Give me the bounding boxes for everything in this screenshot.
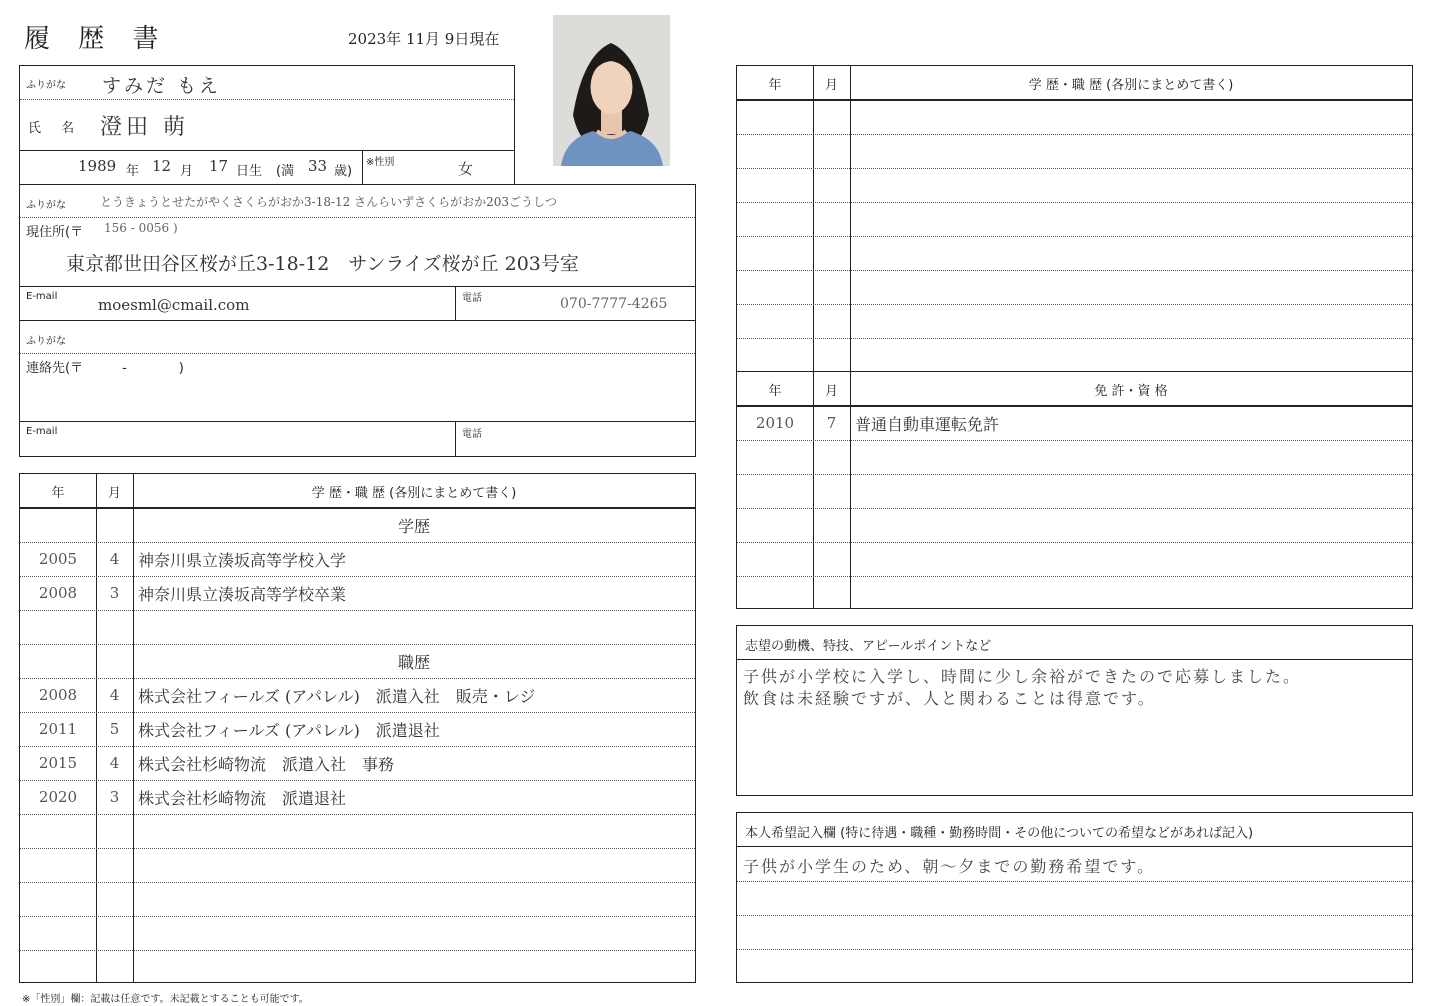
history-header-content: 学 歴・職 歴 (各別にまとめて書く)	[311, 485, 517, 501]
phone-value: 070-7777-4265	[560, 296, 668, 312]
license-row-month	[813, 508, 850, 542]
birth-day-label: 日生	[236, 164, 263, 179]
history-row-year	[20, 916, 96, 950]
license-row-month	[813, 576, 850, 610]
history-row-text	[133, 610, 695, 644]
license-row-text: 普通自動車運転免許	[855, 414, 1000, 434]
sex-label: ※性別	[366, 157, 395, 168]
history-row-month	[96, 950, 133, 984]
name-furigana: すみだ もえ	[102, 75, 222, 97]
contact-phone-label: 電話	[462, 429, 482, 440]
license-row-text	[850, 542, 1412, 576]
license-row-year	[737, 542, 813, 576]
license-row-month	[813, 474, 850, 508]
history-row-year: 2015	[38, 754, 78, 772]
license-row-text	[850, 508, 1412, 542]
history-header-month: 月	[107, 485, 121, 501]
footnote: ※「性別」欄：記載は任意です。未記載とすることも可能です。	[22, 994, 309, 1005]
motivation-label: 志望の動機、特技、アピールポイントなど	[745, 639, 992, 654]
history-row-month	[96, 644, 133, 678]
contact-email-label: E-mail	[26, 426, 58, 437]
contact-label: 連絡先(〒 - )	[26, 361, 184, 376]
history-row-month	[96, 610, 133, 644]
birth-month-label: 月	[180, 164, 194, 179]
wishes-label: 本人希望記入欄 (特に待遇・職種・勤務時間・その他についての希望などがあれば記入)	[745, 826, 1254, 841]
history-row-month	[96, 848, 133, 882]
license-row-year	[737, 440, 813, 474]
history-row-year: 2020	[38, 788, 78, 806]
history-row-text: 職歴	[397, 652, 430, 672]
age-open: (満	[276, 164, 295, 179]
history-row-year	[20, 508, 96, 542]
history-row-year: 2008	[38, 584, 78, 602]
address-box	[19, 184, 696, 457]
address-furigana: とうきょうとせたがやくさくらがおか3-18-12 さんらいずさくらがおか203ごうしつ	[100, 195, 558, 209]
history-row-month: 5	[109, 720, 120, 738]
history-row-month	[96, 916, 133, 950]
birth-year-label: 年	[126, 164, 140, 179]
history-row-month: 3	[109, 788, 120, 806]
history-row-year	[20, 644, 96, 678]
phone-label: 電話	[462, 293, 482, 304]
history-row-year	[20, 882, 96, 916]
history-row-year: 2005	[38, 550, 78, 568]
history-header-year: 年	[51, 485, 65, 501]
history-table-right	[736, 65, 1413, 609]
history-row-month: 4	[109, 550, 120, 568]
birth-year: 1989	[78, 157, 117, 175]
motivation-line-2: 飲食は未経験ですが、人と関わることは得意です。	[743, 689, 1156, 708]
license-row-text	[850, 440, 1412, 474]
license-header-month: 月	[824, 383, 838, 399]
history-row-text	[133, 916, 695, 950]
history-row-month: 4	[109, 754, 120, 772]
contact-furigana-label: ふりがな	[26, 336, 66, 347]
history-row-text: 株式会社杉崎物流 派遣退社	[138, 788, 347, 808]
history-row-month	[96, 814, 133, 848]
history-row-text: 株式会社フィールズ (アパレル) 派遣退社	[138, 720, 440, 740]
email-label: E-mail	[26, 291, 58, 302]
full-name: 澄田 萌	[100, 115, 189, 140]
address-label: 現住所(〒	[26, 225, 84, 240]
birth-month: 12	[152, 157, 172, 175]
motivation-box	[736, 625, 1413, 796]
license-row-year	[737, 474, 813, 508]
history-row-year	[20, 848, 96, 882]
postal-code: 156 - 0056 )	[104, 221, 178, 235]
history-row-text	[133, 814, 695, 848]
wishes-box	[736, 812, 1413, 983]
history-row-year: 2011	[38, 720, 78, 738]
page-title: 履 歴 書	[24, 24, 169, 54]
birth-day: 17	[209, 157, 229, 175]
address-value: 東京都世田谷区桜が丘3-18-12 サンライズ桜が丘 203号室	[66, 253, 579, 275]
history-row-month: 3	[109, 584, 120, 602]
name-label: 氏 名	[28, 121, 83, 136]
date-current: 2023年 11月 9日現在	[348, 30, 500, 48]
age: 33	[308, 157, 328, 175]
address-furigana-label: ふりがな	[26, 200, 66, 211]
license-row-year	[737, 576, 813, 610]
history-row-text: 株式会社フィールズ (アパレル) 派遣入社 販売・レジ	[138, 686, 536, 706]
history-row-text	[133, 950, 695, 984]
email-value: moesml@cmail.com	[98, 296, 250, 314]
license-row-text	[850, 576, 1412, 610]
license-header-year: 年	[768, 383, 782, 399]
license-row-month	[813, 440, 850, 474]
history-row-text: 神奈川県立湊坂高等学校入学	[138, 550, 347, 570]
history-row-year	[20, 610, 96, 644]
license-row-month: 7	[826, 414, 837, 432]
license-row-text	[850, 474, 1412, 508]
history-row-text: 神奈川県立湊坂高等学校卒業	[138, 584, 347, 604]
history2-header-year: 年	[768, 77, 782, 93]
history-table-left	[19, 473, 696, 983]
age-close: 歳)	[334, 164, 353, 179]
license-row-month	[813, 542, 850, 576]
wishes-line-1: 子供が小学生のため、朝〜夕までの勤務希望です。	[743, 857, 1156, 876]
history-row-month	[96, 508, 133, 542]
license-header-content: 免 許・資 格	[1094, 383, 1168, 399]
portrait-photo	[553, 15, 670, 166]
history-row-text: 株式会社杉崎物流 派遣入社 事務	[138, 754, 395, 774]
history-row-text	[133, 882, 695, 916]
history2-header-month: 月	[824, 77, 838, 93]
history-row-year	[20, 950, 96, 984]
motivation-line-1: 子供が小学校に入学し、時間に少し余裕ができたので応募しました。	[743, 667, 1302, 686]
history-row-text	[133, 848, 695, 882]
license-row-year	[737, 508, 813, 542]
history-row-year: 2008	[38, 686, 78, 704]
sex-value: 女	[458, 160, 474, 178]
history-row-month: 4	[109, 686, 120, 704]
history-row-text: 学歴	[397, 516, 430, 536]
name-furigana-label: ふりがな	[26, 80, 66, 91]
history2-header-content: 学 歴・職 歴 (各別にまとめて書く)	[1028, 77, 1234, 93]
license-row-year: 2010	[755, 414, 795, 432]
history-row-year	[20, 814, 96, 848]
personal-info-box	[19, 65, 515, 185]
history-row-month	[96, 882, 133, 916]
